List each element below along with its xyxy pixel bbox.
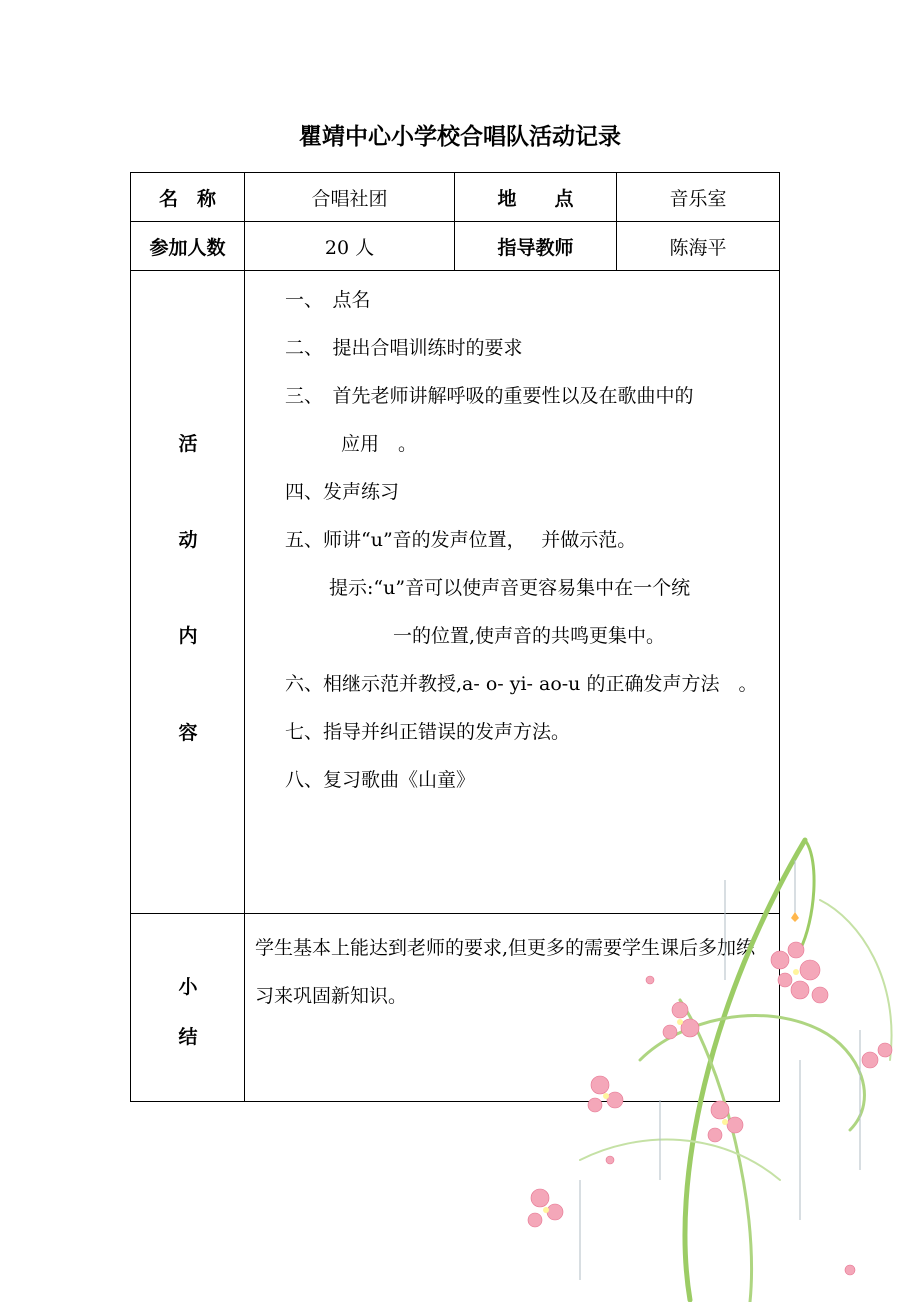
name-label: 名 称 (131, 173, 245, 222)
activity-line: 应用 。 (341, 433, 418, 455)
location-value: 音乐室 (617, 173, 780, 222)
activity-line: 一、 点名 (285, 289, 371, 311)
header-row-1 (131, 173, 780, 222)
activity-content-row (131, 271, 780, 914)
activity-content-label (131, 271, 245, 914)
document-title: 瞿靖中心小学校合唱队活动记录 (299, 124, 621, 150)
activity-line: 提示:“u”音可以使声音更容易集中在一个统 (329, 577, 691, 599)
activity-content-body (245, 271, 780, 914)
activity-line: 四、发声练习 (285, 481, 400, 503)
name-value: 合唱社团 (245, 173, 455, 222)
label-char: 活 (178, 433, 198, 455)
header-row-2 (131, 222, 780, 271)
label-char: 内 (178, 625, 198, 647)
activity-line: 七、指导并纠正错误的发声方法。 (285, 721, 571, 743)
location-label: 地 点 (455, 173, 617, 222)
summary-row (131, 914, 780, 1102)
label-char: 结 (178, 1026, 198, 1048)
label-char: 动 (178, 529, 198, 551)
summary-label (131, 914, 245, 1102)
instructor-label: 指导教师 (455, 222, 617, 271)
activity-line: 八、复习歌曲《山童》 (285, 769, 476, 791)
participants-value: 20 人 (245, 222, 455, 271)
activity-line: 一的位置,使声音的共鸣更集中。 (393, 625, 666, 647)
instructor-value: 陈海平 (617, 222, 780, 271)
activity-line: 六、相继示范并教授,a- o- yi- ao-u 的正确发声方法 。 (285, 673, 758, 695)
activity-line: 三、 首先老师讲解呼吸的重要性以及在歌曲中的 (285, 385, 694, 407)
participants-label: 参加人数 (131, 222, 245, 271)
activity-line: 五、师讲“u”音的发声位置， 并做示范。 (285, 529, 637, 551)
label-char: 容 (178, 722, 198, 744)
activity-record-table (130, 172, 780, 1102)
summary-text: 学生基本上能达到老师的要求,但更多的需要学生课后多加练习来巩固新知识。 (245, 914, 780, 1102)
label-char: 小 (178, 976, 198, 998)
activity-line: 二、 提出合唱训练时的要求 (285, 337, 523, 359)
